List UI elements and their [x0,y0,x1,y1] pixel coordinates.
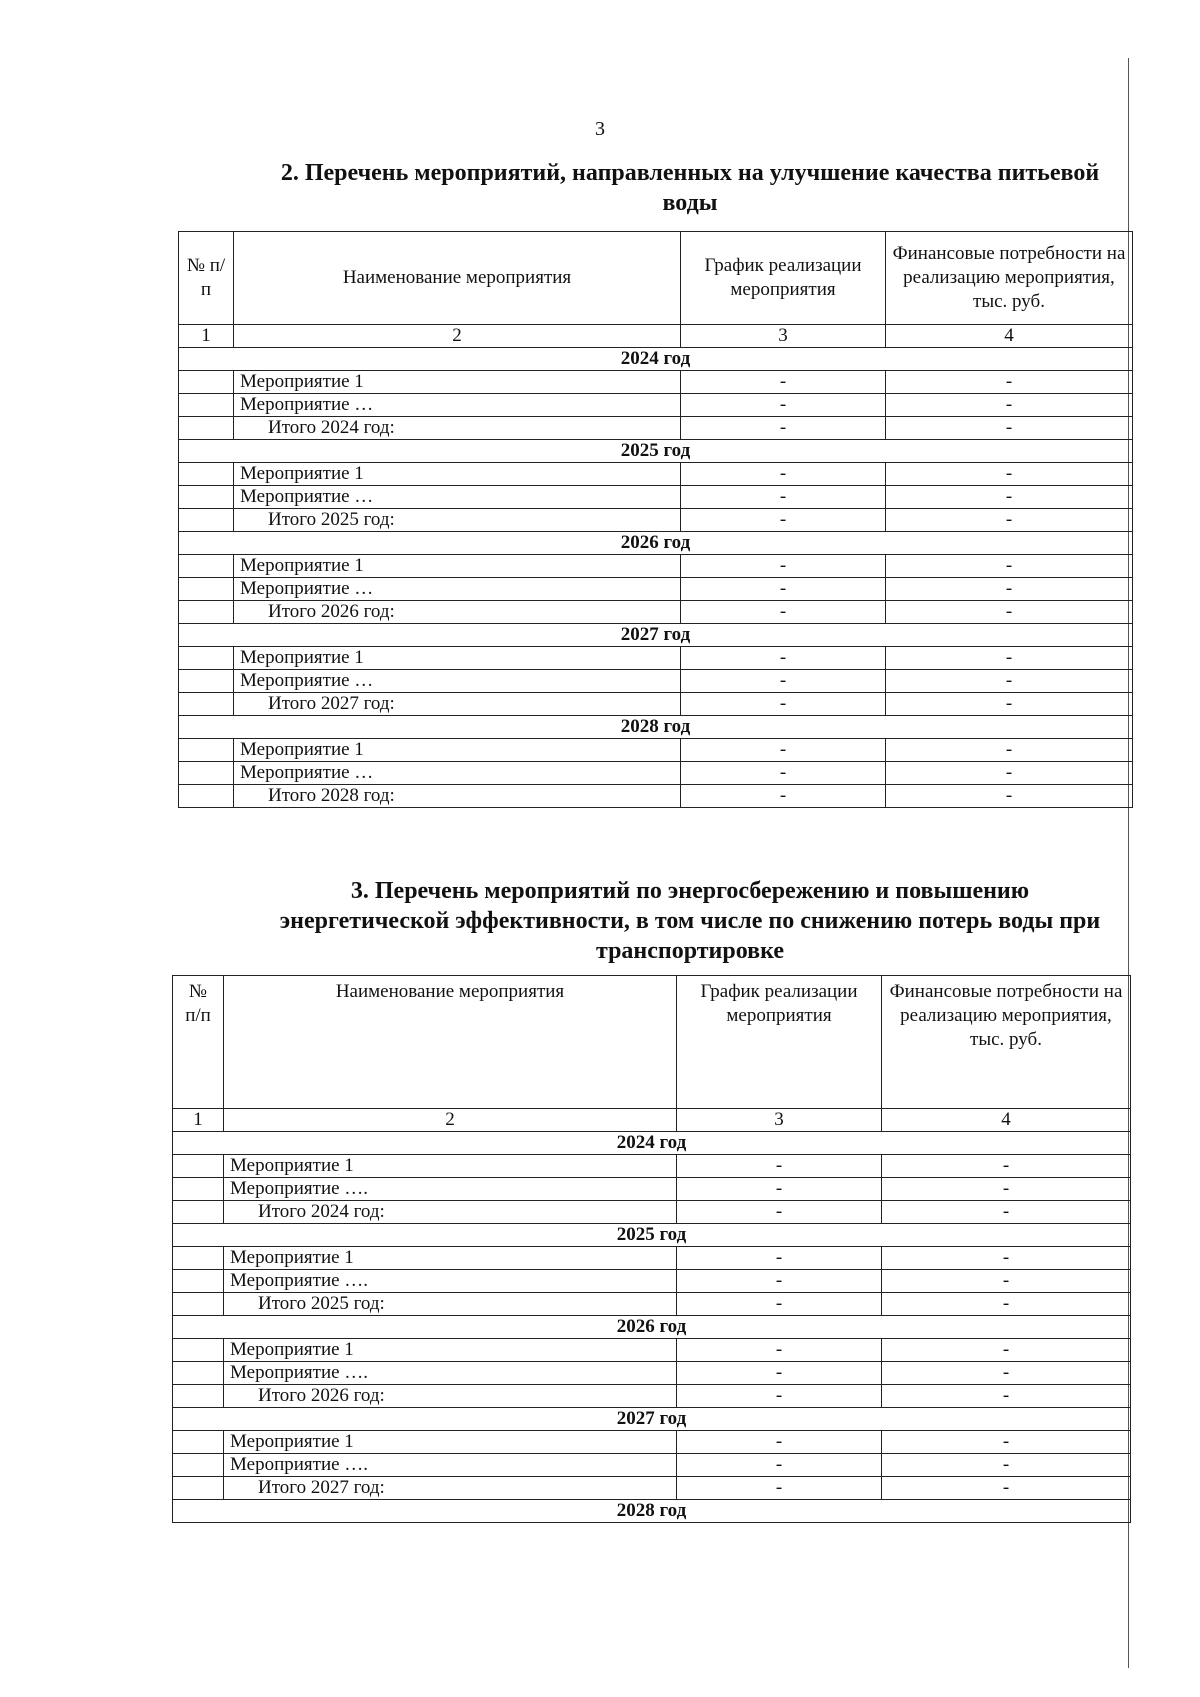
activity-name: Мероприятие … [234,486,681,509]
schedule-value: - [681,463,886,486]
schedule-value: - [677,1178,882,1201]
section-3-table [172,975,1131,1523]
schedule-value: - [681,578,886,601]
activity-name: Мероприятие 1 [224,1247,677,1270]
column-number: 2 [224,1109,677,1132]
year-label: 2025 год [179,440,1133,463]
finance-value: - [882,1293,1131,1316]
activity-name: Мероприятие …. [224,1362,677,1385]
total-label: Итого 2025 год: [224,1293,677,1316]
schedule-value: - [681,555,886,578]
column-number: 4 [886,325,1133,348]
row-number [179,670,234,693]
table-row [179,463,1133,486]
schedule-value: - [681,647,886,670]
finance-value: - [886,371,1133,394]
schedule-value: - [681,785,886,808]
finance-value: - [886,417,1133,440]
year-label: 2027 год [179,624,1133,647]
finance-value: - [882,1362,1131,1385]
row-number [173,1155,224,1178]
finance-value: - [886,555,1133,578]
table-row [173,1362,1131,1385]
finance-value: - [886,578,1133,601]
total-label: Итого 2025 год: [234,509,681,532]
activity-name: Мероприятие …. [224,1270,677,1293]
year-row [173,1500,1131,1523]
table-row [173,1178,1131,1201]
row-number [179,762,234,785]
total-label: Итого 2026 год: [234,601,681,624]
activity-name: Мероприятие 1 [234,555,681,578]
table-row [179,739,1133,762]
schedule-value: - [681,394,886,417]
finance-value: - [886,601,1133,624]
row-number [179,693,234,716]
row-number [173,1201,224,1224]
column-number: 1 [179,325,234,348]
total-label: Итого 2026 год: [224,1385,677,1408]
table-row [179,670,1133,693]
column-header-schedule: График реализации мероприятия [677,976,882,1109]
activity-name: Мероприятие … [234,670,681,693]
finance-value: - [886,463,1133,486]
schedule-value: - [677,1454,882,1477]
page-number: 3 [595,118,605,140]
total-row [173,1293,1131,1316]
column-number: 3 [681,325,886,348]
finance-value: - [882,1477,1131,1500]
table-row [173,1247,1131,1270]
year-label: 2027 год [173,1408,1131,1431]
total-label: Итого 2024 год: [234,417,681,440]
year-label: 2026 год [179,532,1133,555]
column-header-schedule: График реализации мероприятия [681,232,886,325]
column-numbers-row [179,325,1133,348]
total-label: Итого 2027 год: [224,1477,677,1500]
activity-name: Мероприятие 1 [224,1431,677,1454]
table-row [173,1454,1131,1477]
row-number [179,394,234,417]
finance-value: - [882,1431,1131,1454]
finance-value: - [882,1247,1131,1270]
year-row [179,716,1133,739]
schedule-value: - [681,739,886,762]
schedule-value: - [677,1155,882,1178]
schedule-value: - [677,1293,882,1316]
schedule-value: - [677,1431,882,1454]
table-header-row [179,232,1133,325]
row-number [173,1362,224,1385]
table-row [173,1155,1131,1178]
row-number [179,486,234,509]
section-2-title: 2. Перечень мероприятий, направленных на улучшение качества питьевой воды [280,160,1100,216]
section-2-table [178,231,1133,808]
table-row [173,1339,1131,1362]
row-number [179,417,234,440]
activity-name: Мероприятие …. [224,1454,677,1477]
column-header-name: Наименование мероприятия [234,232,681,325]
total-row [173,1477,1131,1500]
row-number [173,1454,224,1477]
table-row [179,578,1133,601]
row-number [179,509,234,532]
column-number: 2 [234,325,681,348]
total-label: Итого 2028 год: [234,785,681,808]
finance-value: - [886,739,1133,762]
year-row [173,1224,1131,1247]
row-number [173,1477,224,1500]
schedule-value: - [681,762,886,785]
table-row [179,762,1133,785]
finance-value: - [886,693,1133,716]
activity-name: Мероприятие 1 [234,371,681,394]
table-row [179,371,1133,394]
activity-name: Мероприятие 1 [234,647,681,670]
row-number [179,647,234,670]
finance-value: - [882,1385,1131,1408]
total-label: Итого 2027 год: [234,693,681,716]
row-number [179,463,234,486]
finance-value: - [886,394,1133,417]
column-number: 4 [882,1109,1131,1132]
row-number [179,739,234,762]
year-label: 2026 год [173,1316,1131,1339]
schedule-value: - [677,1201,882,1224]
column-header-number: № п/п [179,232,234,325]
column-header-number: № п/п [173,976,224,1109]
finance-value: - [882,1155,1131,1178]
finance-value: - [886,486,1133,509]
year-label: 2024 год [173,1132,1131,1155]
schedule-value: - [677,1339,882,1362]
column-numbers-row [173,1109,1131,1132]
year-label: 2024 год [179,348,1133,371]
schedule-value: - [677,1247,882,1270]
schedule-value: - [681,417,886,440]
finance-value: - [882,1339,1131,1362]
total-row [179,693,1133,716]
year-row [179,348,1133,371]
schedule-value: - [681,670,886,693]
row-number [179,601,234,624]
row-number [173,1431,224,1454]
total-row [179,509,1133,532]
activity-name: Мероприятие 1 [224,1339,677,1362]
total-row [179,417,1133,440]
row-number [173,1339,224,1362]
schedule-value: - [681,509,886,532]
table-header-row [173,976,1131,1109]
row-number [173,1178,224,1201]
total-label: Итого 2024 год: [224,1201,677,1224]
finance-value: - [886,762,1133,785]
activity-name: Мероприятие 1 [234,463,681,486]
total-row [179,785,1133,808]
schedule-value: - [677,1477,882,1500]
activity-name: Мероприятие … [234,394,681,417]
row-number [173,1293,224,1316]
activity-name: Мероприятие …. [224,1178,677,1201]
finance-value: - [882,1201,1131,1224]
activity-name: Мероприятие 1 [234,739,681,762]
column-number: 3 [677,1109,882,1132]
year-row [173,1408,1131,1431]
year-row [173,1132,1131,1155]
finance-value: - [886,785,1133,808]
year-label: 2025 год [173,1224,1131,1247]
section-2-table-body [179,348,1133,808]
year-row [179,624,1133,647]
total-row [173,1385,1131,1408]
column-header-finance: Финансовые потребности на реализацию мероприятия, тыс. руб. [882,976,1131,1109]
activity-name: Мероприятие … [234,762,681,785]
column-header-finance: Финансовые потребности на реализацию мероприятия, тыс. руб. [886,232,1133,325]
table-row [179,394,1133,417]
total-row [179,601,1133,624]
row-number [179,785,234,808]
schedule-value: - [681,486,886,509]
year-row [179,532,1133,555]
finance-value: - [882,1178,1131,1201]
total-row [173,1201,1131,1224]
row-number [179,371,234,394]
table-row [173,1431,1131,1454]
finance-value: - [882,1454,1131,1477]
column-header-name: Наименование мероприятия [224,976,677,1109]
row-number [173,1247,224,1270]
year-row [173,1316,1131,1339]
finance-value: - [886,509,1133,532]
finance-value: - [886,670,1133,693]
schedule-value: - [681,693,886,716]
row-number [179,578,234,601]
activity-name: Мероприятие … [234,578,681,601]
table-row [173,1270,1131,1293]
row-number [179,555,234,578]
schedule-value: - [677,1362,882,1385]
row-number [173,1385,224,1408]
activity-name: Мероприятие 1 [224,1155,677,1178]
table-row [179,555,1133,578]
column-number: 1 [173,1109,224,1132]
schedule-value: - [677,1270,882,1293]
table-row [179,647,1133,670]
schedule-value: - [681,371,886,394]
schedule-value: - [677,1385,882,1408]
row-number [173,1270,224,1293]
finance-value: - [882,1270,1131,1293]
section-3-title: 3. Перечень мероприятий по энергосбережению и повышению энергетической эффективности, в том числе по снижению потерь воды при транспортировке [279,878,1101,964]
finance-value: - [886,647,1133,670]
schedule-value: - [681,601,886,624]
year-label: 2028 год [179,716,1133,739]
table-row [179,486,1133,509]
year-label: 2028 год [173,1500,1131,1523]
section-3-table-body [173,1132,1131,1523]
year-row [179,440,1133,463]
